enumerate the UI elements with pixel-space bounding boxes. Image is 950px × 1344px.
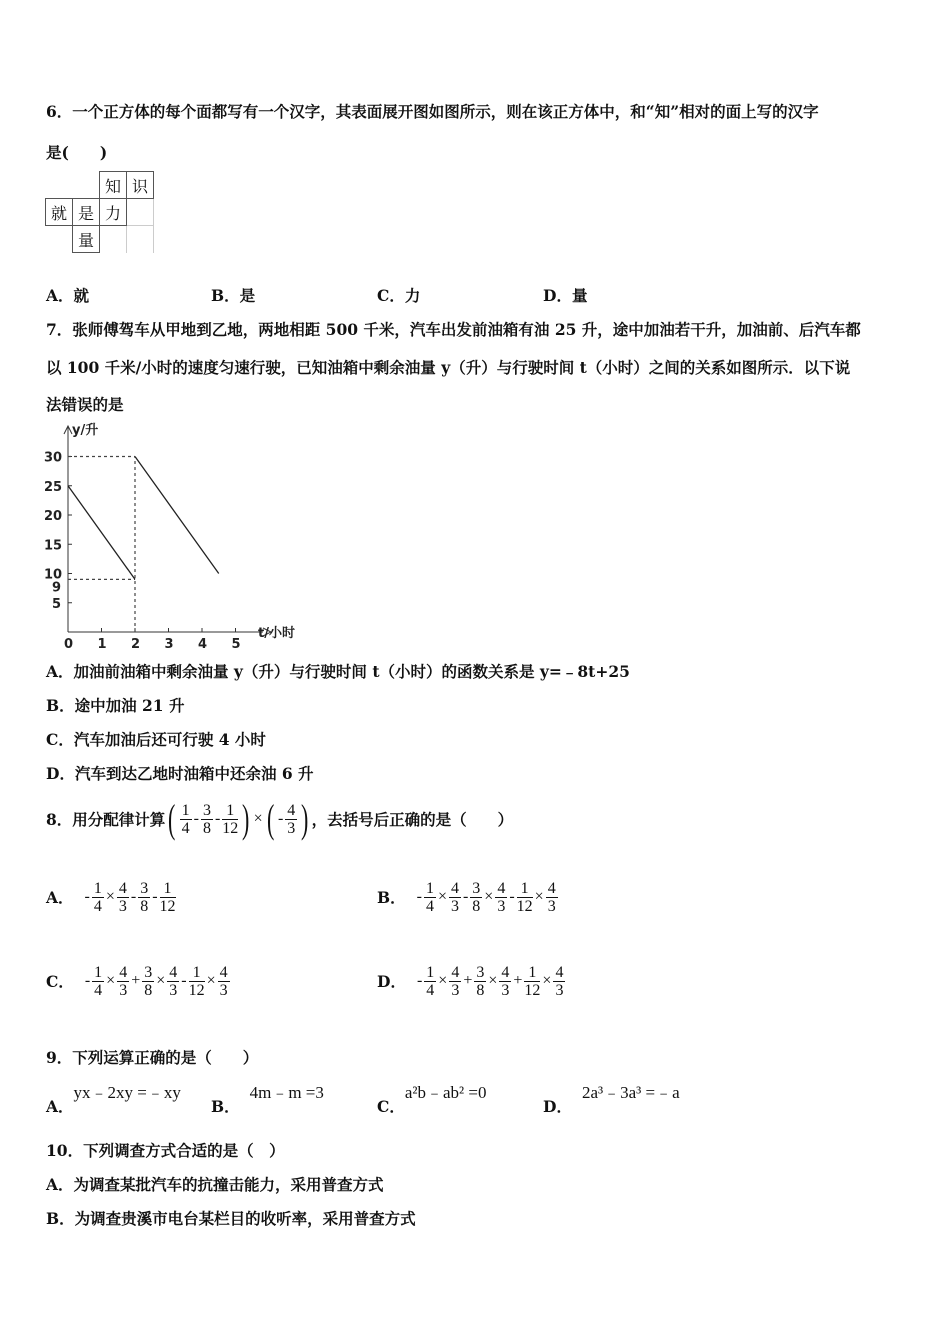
net-cell-li: 力 bbox=[100, 199, 127, 226]
q6-option-d: D．量 bbox=[543, 286, 588, 305]
q6-option-b: B．是 bbox=[211, 286, 256, 305]
net-cell-liang: 量 bbox=[73, 226, 100, 253]
net-cell-shi2: 是 bbox=[73, 199, 100, 226]
y-tick-label: 10 bbox=[44, 567, 63, 583]
y-tick-label: 30 bbox=[44, 450, 63, 466]
q9-stem: 9．下列运算正确的是（ ） bbox=[46, 1048, 259, 1067]
q9-option-a: A．yx﹣2xy =﹣xy bbox=[46, 1083, 181, 1116]
q8-option-b: B． - $\frac{1}{4}$ × $\frac{4}{3}$ - $\frac{3}{8}$ × $\frac{4}{3}$ - $\frac{1}{12}$ × $\frac{4}{3}$ bbox=[377, 879, 556, 915]
x-tick-label: 5 bbox=[231, 637, 241, 650]
y-tick-label: 15 bbox=[44, 538, 63, 554]
x-tick-label: 4 bbox=[198, 637, 208, 650]
x-tick-label: 0 bbox=[64, 637, 74, 650]
q6-option-c: C．力 bbox=[377, 286, 421, 305]
y-axis-label: y/升 bbox=[72, 423, 99, 438]
net-cell-shi: 识 bbox=[127, 172, 154, 199]
q10-option-b: B．为调查贵溪市电台某栏目的收听率，采用普查方式 bbox=[46, 1209, 416, 1228]
net-cell-zhi: 知 bbox=[100, 172, 127, 199]
q7-option-b: B．途中加油 21 升 bbox=[46, 696, 185, 715]
q7-option-d: D．汽车到达乙地时油箱中还余油 6 升 bbox=[46, 764, 314, 783]
q7-stem-line1: 7．张师傅驾车从甲地到乙地，两地相距 500 千米，汽车出发前油箱有油 25 升，途中加油若干升，加油前、后汽车都 bbox=[46, 320, 861, 339]
q6-stem-line2: 是( ) bbox=[46, 143, 108, 162]
q8-stem: 8．用分配律计算 ( $\frac{1}{4}$ - $\frac{3}{8}$ - $\frac{1}{12}$ ) × ( - $\frac{4}{3}$ ) ，去括号后正确的是（ ） bbox=[46, 796, 514, 841]
series-line bbox=[68, 486, 135, 580]
q8-option-c: C． - $\frac{1}{4}$ × $\frac{4}{3}$ + $\frac{3}{8}$ × $\frac{4}{3}$ - $\frac{1}{12}$ × $\frac{4}{3}$ bbox=[46, 963, 228, 999]
q7-stem-line3: 法错误的是 bbox=[46, 395, 124, 414]
x-tick-label: 1 bbox=[97, 637, 107, 650]
series-line bbox=[135, 457, 219, 574]
q7-option-c: C．汽车加油后还可行驶 4 小时 bbox=[46, 730, 266, 749]
q9-option-c: C．a²b﹣ab² =0 bbox=[377, 1083, 487, 1116]
q10-stem: 10．下列调查方式合适的是（ ） bbox=[46, 1141, 285, 1160]
x-tick-label: 3 bbox=[164, 637, 174, 650]
q9-option-d: D．2a³﹣3a³ =﹣a bbox=[543, 1083, 680, 1116]
q9-option-b: B．4m﹣m =3 bbox=[211, 1083, 324, 1116]
net-cell-jiu: 就 bbox=[46, 199, 73, 226]
q8-option-d: D． - $\frac{1}{4}$ × $\frac{4}{3}$ + $\frac{3}{8}$ × $\frac{4}{3}$ + $\frac{1}{12}$ × $\frac{4}{3}$ bbox=[377, 963, 564, 999]
x-tick-label: 2 bbox=[131, 637, 141, 650]
q7-stem-line2: 以 100 千米/小时的速度匀速行驶，已知油箱中剩余油量 y（升）与行驶时间 t（小时）之间的关系如图所示．以下说 bbox=[46, 358, 851, 377]
q7-option-a: A．加油前油箱中剩余油量 y（升）与行驶时间 t（小时）的函数关系是 y=﹣8t+25 bbox=[46, 662, 630, 681]
fuel-chart bbox=[40, 420, 310, 650]
y-tick-label-extra: 9 bbox=[52, 580, 62, 596]
x-axis-label: t/小时 bbox=[258, 626, 295, 641]
y-tick-label: 5 bbox=[52, 596, 62, 612]
y-tick-label: 20 bbox=[44, 509, 63, 524]
q6-option-a: A．就 bbox=[46, 286, 90, 305]
q8-option-a: A． - $\frac{1}{4}$ × $\frac{4}{3}$ - $\frac{3}{8}$ - $\frac{1}{12}$ bbox=[46, 879, 176, 915]
y-tick-label: 25 bbox=[44, 479, 63, 495]
cube-net-figure bbox=[45, 171, 154, 253]
q6-stem-line1: 6．一个正方体的每个面都写有一个汉字，其表面展开图如图所示，则在该正方体中，和“知”相对的面上写的汉字 bbox=[46, 102, 819, 121]
q10-option-a: A．为调查某批汽车的抗撞击能力，采用普查方式 bbox=[46, 1175, 384, 1194]
